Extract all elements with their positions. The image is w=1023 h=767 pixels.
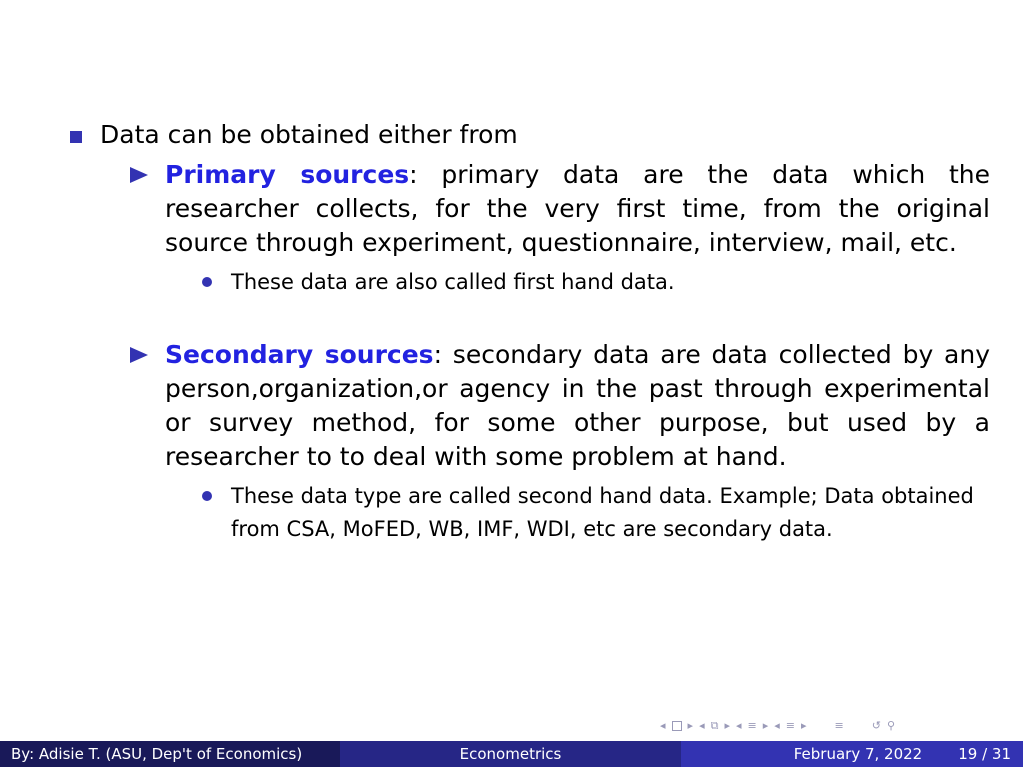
secondary-sources-item	[165, 338, 990, 474]
nav-back-icon[interactable]: ↺	[871, 719, 881, 732]
footer-page-number: 19 / 31	[958, 745, 1011, 763]
secondary-sources-term: Secondary sources	[165, 340, 434, 369]
round-bullet-icon	[202, 277, 212, 287]
footer-date-page	[681, 741, 1023, 767]
nav-appendix-icon[interactable]: ≡	[834, 719, 844, 732]
primary-sources-note: These data are also called first hand data.	[231, 270, 675, 294]
footer-title: Econometrics	[340, 741, 681, 767]
nav-section-icon[interactable]: ≡	[747, 719, 757, 732]
nav-frame-icon[interactable]	[672, 721, 682, 731]
primary-sources-item	[165, 158, 990, 260]
navigation-symbols	[660, 718, 895, 734]
nav-frame-next-icon[interactable]: ▸	[687, 719, 694, 732]
primary-sources-term: Primary sources	[165, 160, 410, 189]
nav-doc-icon[interactable]: ≡	[785, 719, 796, 732]
nav-subsection-prev-icon[interactable]: ◂	[699, 719, 705, 732]
nav-section-prev-icon[interactable]: ◂	[735, 719, 742, 732]
nav-search-icon[interactable]: ⚲	[886, 719, 896, 732]
footer-author: By: Adisie T. (ASU, Dep't of Economics)	[0, 741, 340, 767]
secondary-sources-description: : secondary data are data collected by any person,organization,or agency in the past through experimental or survey method, for some other purpose, but used by a researcher to to deal with some problem at hand.	[165, 340, 991, 471]
square-bullet-icon	[70, 131, 82, 143]
primary-sources-description: : primary data are the data which the researcher collects, for the very first time, from the original source through experiment, questionnaire, interview, mail, etc.	[165, 160, 990, 257]
secondary-sources-note: These data type are called second hand data. Example; Data obtained from CSA, MoFED, WB, IMF, WDI, etc are secondary data.	[231, 484, 974, 541]
nav-subsection-icon[interactable]: ⧉	[710, 719, 719, 732]
nav-section-next-icon[interactable]: ▸	[762, 719, 769, 732]
nav-frame-prev-icon[interactable]: ◂	[660, 719, 666, 732]
footer-date: February 7, 2022	[793, 745, 923, 763]
nav-doc-next-icon[interactable]: ▸	[801, 719, 807, 732]
footline	[0, 741, 1023, 767]
nav-doc-prev-icon[interactable]: ◂	[774, 719, 780, 732]
intro-text: Data can be obtained either from	[100, 120, 518, 149]
nav-subsection-next-icon[interactable]: ▸	[724, 719, 730, 732]
triangle-bullet-icon	[130, 347, 148, 363]
triangle-bullet-icon	[130, 167, 148, 183]
round-bullet-icon	[202, 491, 212, 501]
